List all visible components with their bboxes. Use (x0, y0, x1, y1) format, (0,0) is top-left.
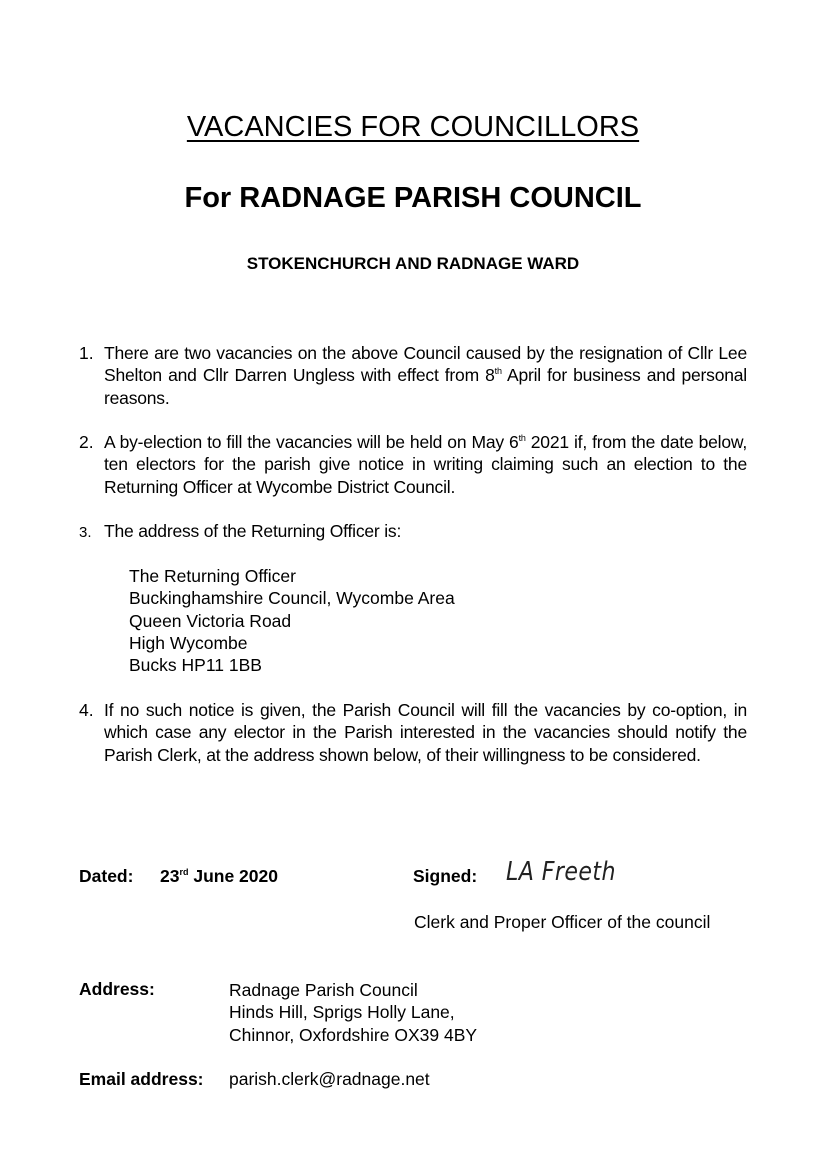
ordinal-suffix: th (518, 433, 526, 443)
address-line: Chinnor, Oxfordshire OX39 4BY (229, 1024, 478, 1045)
address-line: High Wycombe (129, 632, 248, 653)
address-line: Bucks HP11 1BB (129, 655, 262, 676)
list-item-1 (79, 342, 747, 409)
item-text: There are two vacancies on the above Council caused by the resignation of Cllr Lee Shelton and Cllr Darren Ungless with effect from 8th April for business and personal reasons. (104, 343, 747, 408)
item-text: A by-election to fill the vacancies will be held on May 6th 2021 if, from the date below, ten electors for the parish give notice in writing claiming such an election to the Returning Officer at Wycombe District Council. (104, 432, 747, 497)
item-number: 3. (79, 524, 92, 541)
dated-field (79, 866, 278, 887)
ordinal-suffix: th (494, 366, 502, 377)
ward-heading: STOKENCHURCH AND RADNAGE WARD (246, 254, 580, 273)
document-subtitle: For RADNAGE PARISH COUNCIL (184, 182, 642, 214)
address-line: The Returning Officer (129, 566, 296, 586)
email-label: Email address: (79, 1069, 204, 1089)
list-item-3 (79, 520, 747, 542)
address-line: Hinds Hill, Sprigs Holly Lane, (229, 1002, 455, 1023)
item-text: The address of the Returning Officer is: (104, 521, 402, 541)
document-title: VACANCIES FOR COUNCILLORS (186, 111, 640, 143)
item-number: 2. (79, 432, 94, 452)
address-line: Buckinghamshire Council, Wycombe Area (129, 588, 455, 609)
signatory-role: Clerk and Proper Officer of the council (414, 912, 711, 932)
item-number: 4. (79, 700, 94, 720)
signed-label: Signed: (413, 866, 478, 886)
address-label: Address: (79, 979, 155, 999)
list-item-2 (79, 431, 747, 498)
signature: LA Freeth (506, 857, 616, 887)
address-line: Radnage Parish Council (229, 980, 418, 1000)
returning-officer-address (129, 565, 455, 676)
list-item-4 (79, 699, 747, 766)
email-address: parish.clerk@radnage.net (229, 1069, 430, 1089)
clerk-address (229, 979, 477, 1046)
dated-label: Dated: (79, 866, 134, 886)
dated-value: 23rd June 2020 (160, 866, 278, 886)
item-number: 1. (79, 343, 94, 363)
item-text: If no such notice is given, the Parish Council will fill the vacancies by co-option, in which case any elector in the Parish interested in the vacancies should notify the Parish Clerk, at the address shown below, of their willingness to be considered. (104, 700, 747, 765)
address-line: Queen Victoria Road (129, 610, 292, 631)
